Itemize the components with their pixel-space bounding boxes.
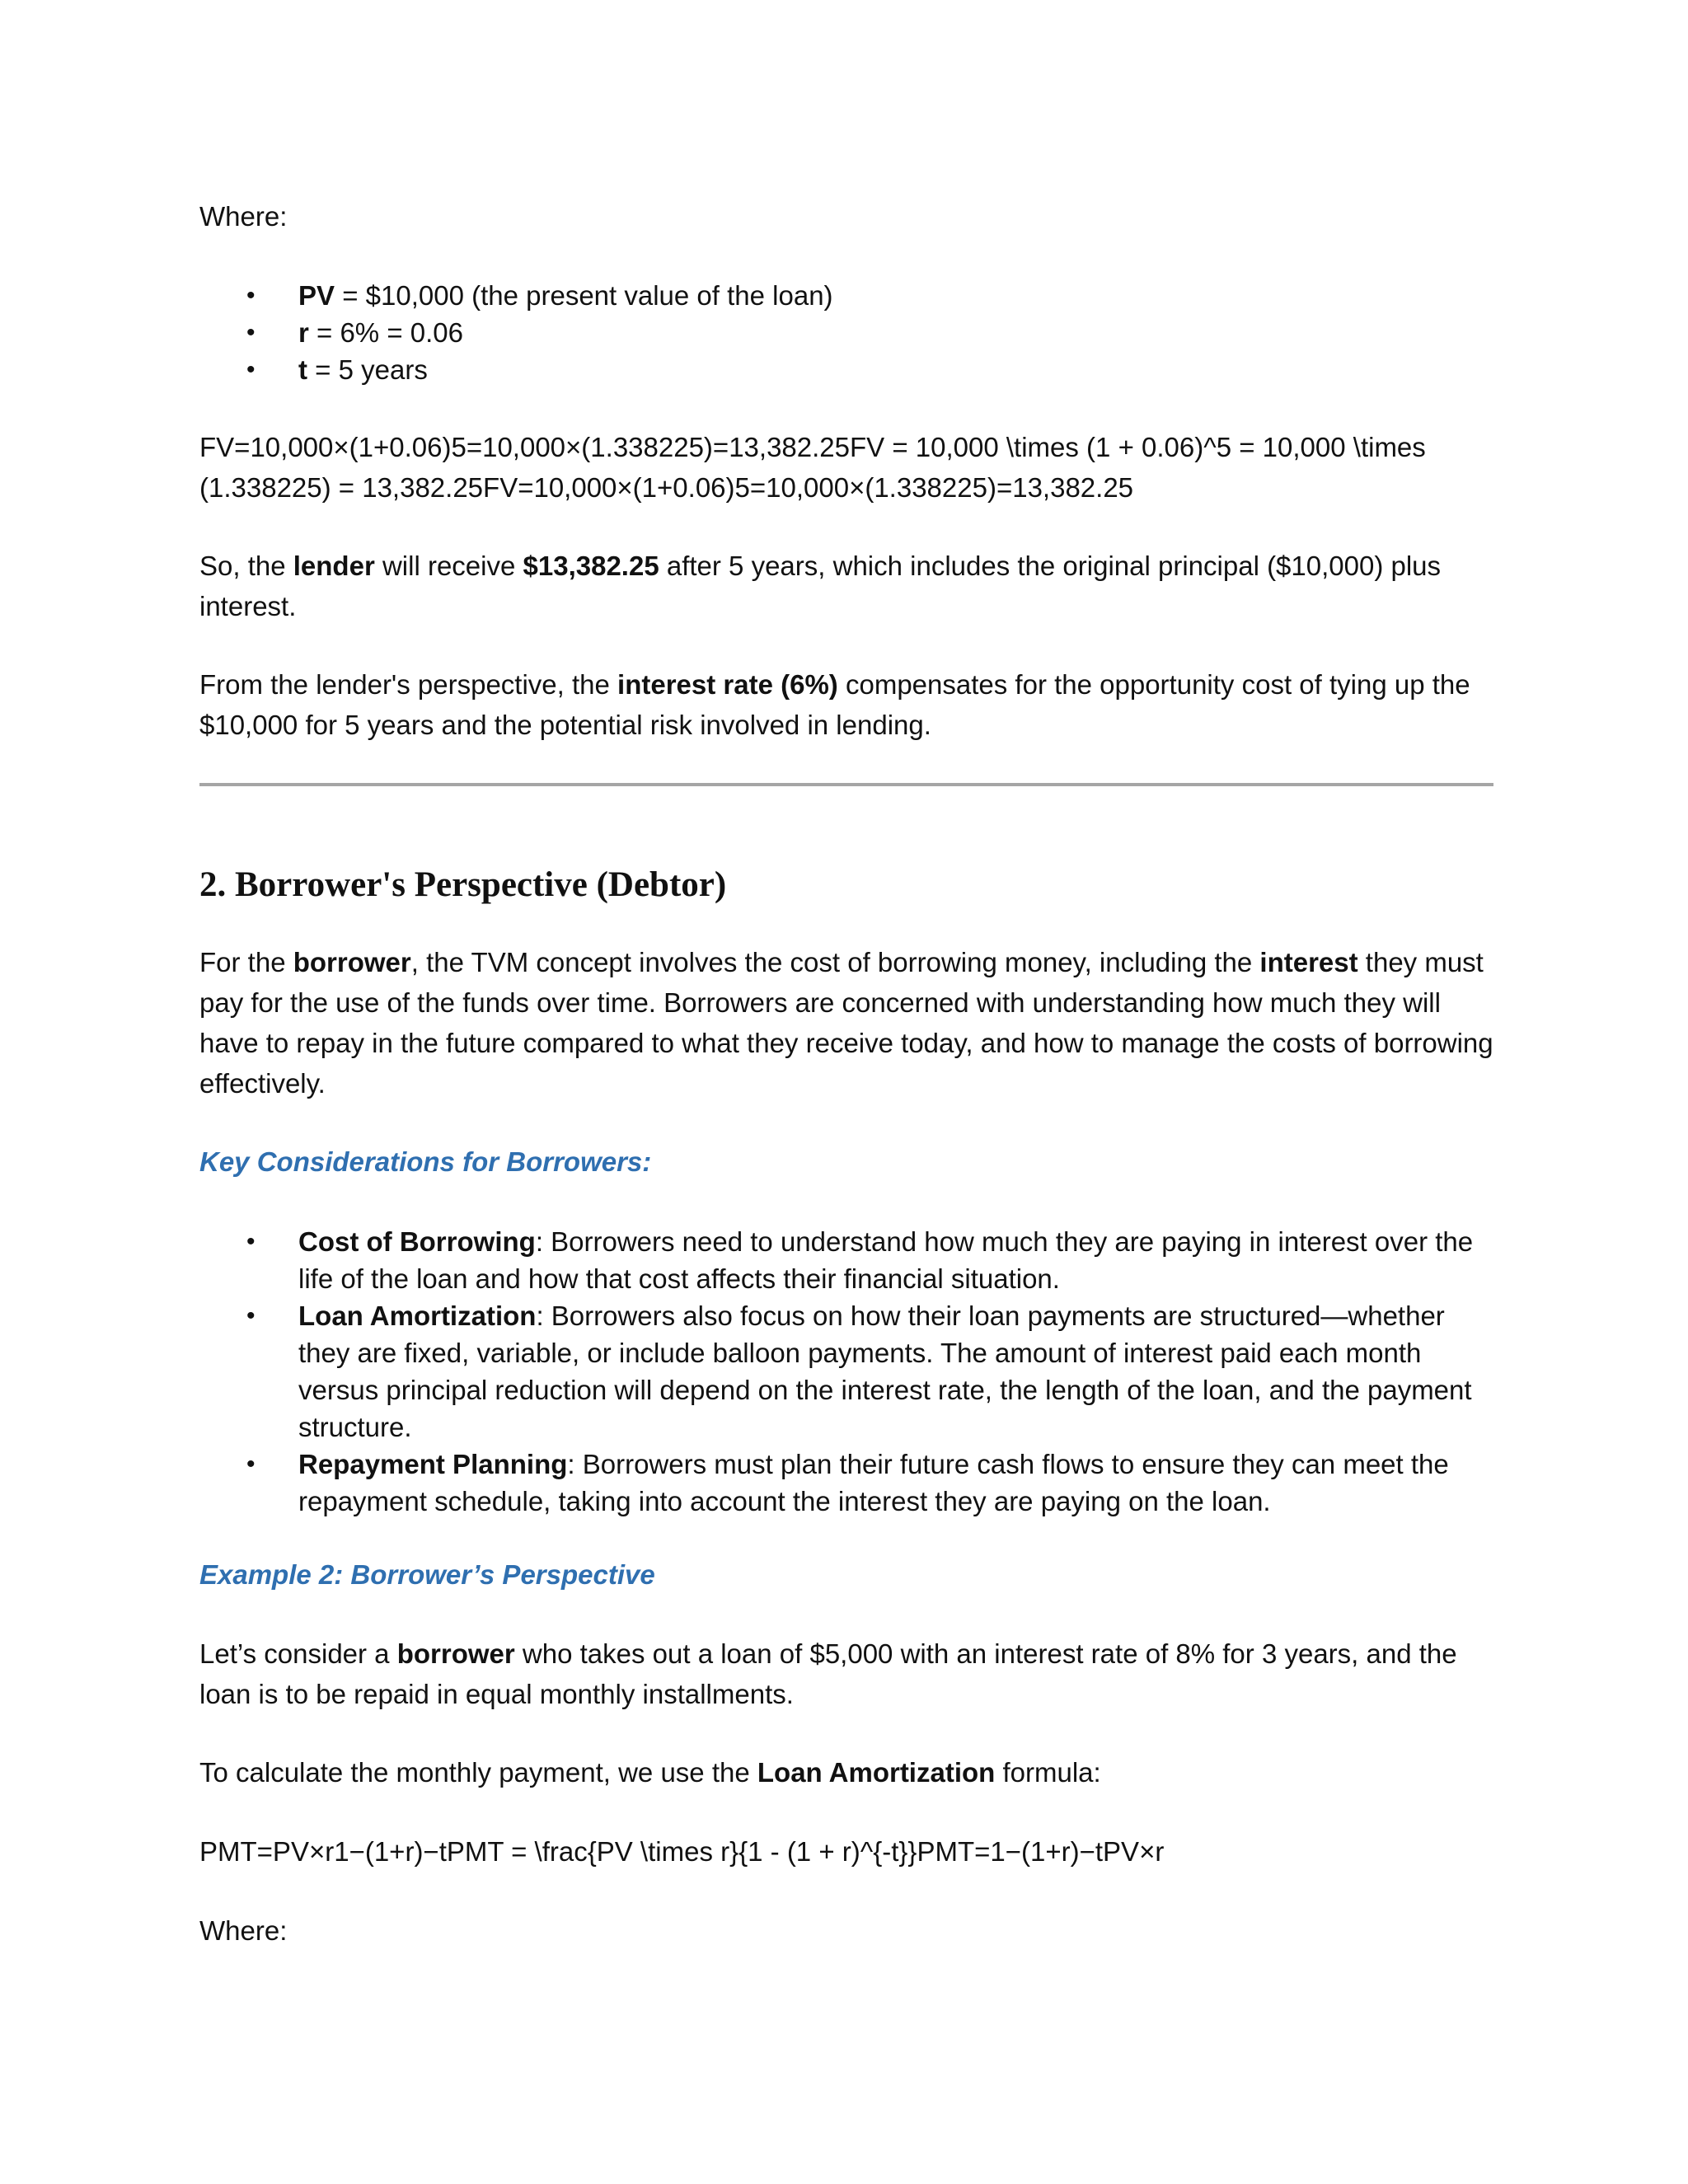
- variables-list: [199, 277, 1493, 388]
- bullet-icon: •: [246, 1451, 256, 1478]
- list-item: • Repayment Planning: Borrowers must plan their future cash flows to ensure they can meet the repayment schedule, taking into account the interest they are paying on the loan.: [199, 1446, 1493, 1520]
- list-item: • r = 6% = 0.06: [199, 314, 1493, 351]
- bullet-icon: •: [246, 319, 256, 346]
- calc-paragraph: To calculate the monthly payment, we use the Loan Amortization formula:: [199, 1757, 1101, 1788]
- bullet-icon: •: [246, 1302, 256, 1329]
- lender-paragraph: So, the lender will receive $13,382.25 after 5 years, which includes the original principal ($10,000) plus interest.: [199, 551, 1442, 621]
- considerations-list: [199, 1223, 1493, 1520]
- lender-perspective-paragraph: From the lender's perspective, the interest rate (6%) compensates for the opportunity cost of tying up the $10,000 for 5 years and the potential risk involved in lending.: [199, 669, 1470, 740]
- list-item: • PV = $10,000 (the present value of the loan): [199, 277, 1493, 314]
- borrower-intro-paragraph: For the borrower, the TVM concept involves the cost of borrowing money, including the interest they must pay for the use of the funds over time. Borrowers are concerned with understanding how much they will have to repay in the future compared to what they receive today, and how to manage the costs of borrowing effectively.: [199, 947, 1493, 1099]
- considerations-heading: Key Considerations for Borrowers:: [199, 1146, 652, 1177]
- list-item: • t = 5 years: [199, 351, 1493, 388]
- list-item: • Cost of Borrowing: Borrowers need to understand how much they are paying in interest over the life of the loan and how that cost affects their financial situation.: [199, 1223, 1493, 1297]
- example-heading: Example 2: Borrower’s Perspective: [199, 1559, 655, 1590]
- list-item: • Loan Amortization: Borrowers also focus on how their loan payments are structured—whether they are fixed, variable, or include balloon payments. The amount of interest paid each month versus principal reduction will depend on the interest rate, the length of the loan, and the payment structure.: [199, 1297, 1493, 1446]
- fv-formula: FV=10,000×(1+0.06)5=10,000×(1.338225)=13,382.25FV = 10,000 \times (1 + 0.06)^5 = 10,000 \times (1.338225) = 13,382.25FV=10,000×(1+0.06)5=10,000×(1.338225)=13,382.25: [199, 432, 1426, 503]
- bullet-icon: •: [246, 356, 256, 383]
- horizontal-rule: [199, 783, 1493, 786]
- where-label-2: Where:: [199, 1915, 288, 1946]
- example-paragraph: Let’s consider a borrower who takes out a loan of $5,000 with an interest rate of 8% for 3 years, and the loan is to be repaid in equal monthly installments.: [199, 1638, 1457, 1709]
- section-heading: 2. Borrower's Perspective (Debtor): [199, 865, 727, 904]
- where-label-1: Where:: [199, 201, 288, 232]
- pmt-formula: PMT=PV×r1−(1+r)−tPMT = \frac{PV \times r}{1 - (1 + r)^{-t}}PMT=1−(1+r)−tPV×r: [199, 1836, 1165, 1867]
- bullet-icon: •: [246, 282, 256, 309]
- bullet-icon: •: [246, 1228, 256, 1255]
